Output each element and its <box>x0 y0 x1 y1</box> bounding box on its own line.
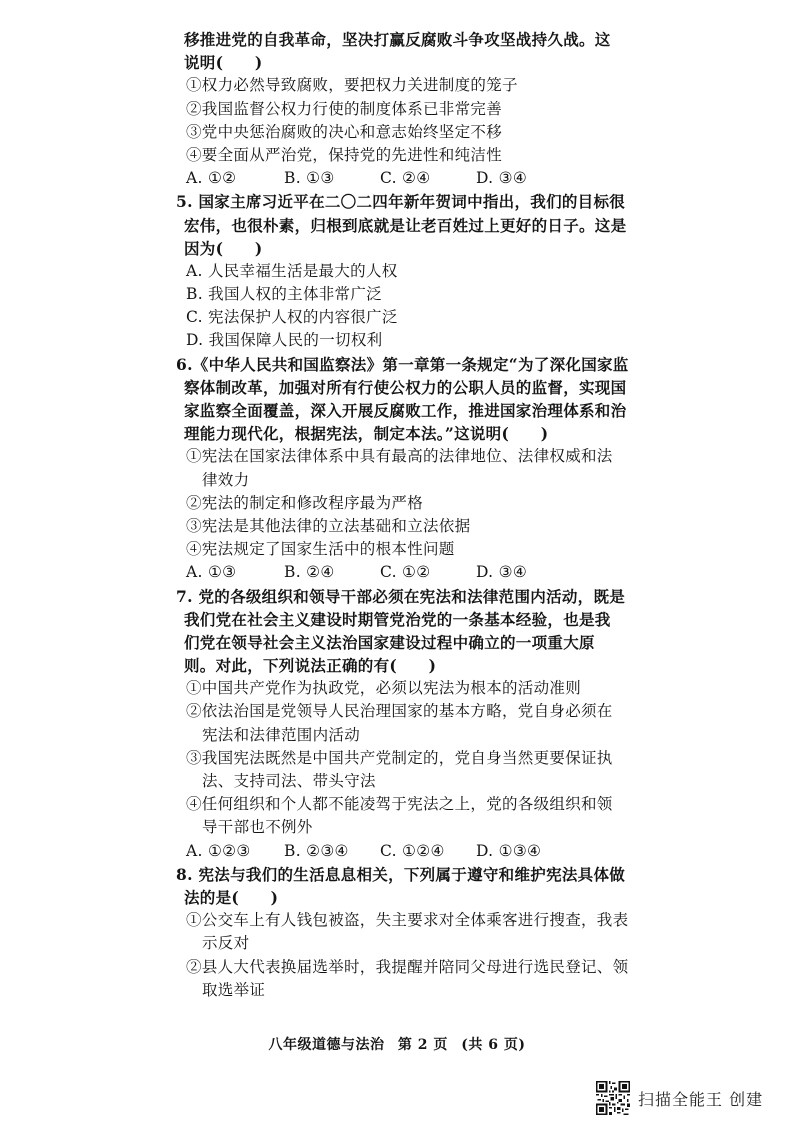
statement: ③我国宪法既然是中国共产党制定的，党自身当然更要保证执 <box>186 748 613 767</box>
footer-total-pages: (共 6 页) <box>461 1037 526 1053</box>
page-footer <box>0 1034 794 1054</box>
option-a: A. ①②③ <box>186 841 251 860</box>
question-text-line: 移推进党的自我革命，坚决打赢反腐败斗争攻坚战持久战。这 <box>184 30 611 49</box>
question-text-line: 察体制改革，加强对所有行使公权力的公职人员的监督，实现国 <box>184 377 627 397</box>
statement: 示反对 <box>202 934 250 953</box>
qr-code-icon <box>596 1081 630 1115</box>
option-c: C. ①②④ <box>380 841 445 860</box>
statement: ①公交车上有人钱包被盗，失主要求对全体乘客进行搜查，我表 <box>186 911 629 930</box>
watermark-text: 扫描全能王 创建 <box>638 1089 764 1109</box>
option-d: D. 我国保障人民的一切权利 <box>186 331 383 350</box>
option-d: D. ③④ <box>476 563 528 582</box>
statement: 导干部也不例外 <box>202 818 313 837</box>
question-text-line: 们党在领导社会主义法治国家建设过程中确立的一项重大原 <box>184 632 595 652</box>
option-a: A. ①③ <box>186 563 237 582</box>
statement: ③党中央惩治腐败的决心和意志始终坚定不移 <box>186 122 503 141</box>
option-b: B. ②④ <box>284 563 335 582</box>
question-text-line: 7. 党的各级组织和领导干部必须在宪法和法律范围内活动，既是 <box>176 586 626 606</box>
option-b: B. ②③④ <box>284 841 349 860</box>
question-text-line: 家监察全面覆盖，深入开展反腐败工作，推进国家治理体系和治 <box>184 401 627 420</box>
statement: ④宪法规定了国家生活中的根本性问题 <box>186 540 455 559</box>
option-b: B. ①③ <box>284 169 335 188</box>
option-d: D. ①③④ <box>476 841 542 860</box>
question-text-line: 理能力现代化，根据宪法，制定本法。”这说明( ) <box>184 424 549 444</box>
answer-options <box>184 167 634 190</box>
option-b: B. 我国人权的主体非常广泛 <box>186 285 382 304</box>
option-a: A. 人民幸福生活是最大的人权 <box>186 261 398 280</box>
option-c: C. ①② <box>380 563 431 582</box>
question-text-line: 则。对此，下列说法正确的有( ) <box>184 656 437 676</box>
scanner-watermark <box>596 1080 763 1116</box>
statement: 取选举证 <box>202 980 266 999</box>
question-text-line: 5. 国家主席习近平在二〇二四年新年贺词中指出，我们的目标很 <box>176 192 626 212</box>
option-c: C. 宪法保护人权的内容很广泛 <box>186 308 398 327</box>
statement: ②宪法的制定和修改程序最为严格 <box>186 493 424 512</box>
statement: 律效力 <box>202 470 250 489</box>
question-5 <box>176 190 634 352</box>
question-text-line: 说明( ) <box>184 53 263 73</box>
statement: ①中国共产党作为执政党，必须以宪法为根本的活动准则 <box>186 679 582 698</box>
statement: 宪法和法律范围内活动 <box>202 725 361 744</box>
option-a: A. ①② <box>186 169 237 188</box>
statement: ③宪法是其他法律的立法基础和立法依据 <box>186 516 471 535</box>
question-text-line: 6.《中华人民共和国监察法》第一章第一条规定“为了深化国家监 <box>176 354 629 374</box>
question-text-line: 我们党在社会主义建设时期管党治党的一条基本经验，也是我 <box>184 609 611 629</box>
question-6 <box>176 353 634 585</box>
answer-options <box>176 561 634 584</box>
statement: ①宪法在国家法律体系中具有最高的法律地位、法律权威和法 <box>186 447 613 466</box>
option-d: D. ③④ <box>476 169 528 188</box>
question-7 <box>176 585 634 863</box>
answer-options <box>176 840 634 863</box>
exam-content <box>176 28 634 1002</box>
option-c: C. ②④ <box>380 169 431 188</box>
question-text-line: 因为( ) <box>184 238 263 258</box>
statement: ④任何组织和个人都不能凌驾于宪法之上，党的各级组织和领 <box>186 795 613 814</box>
footer-subject: 八年级道德与法治 <box>268 1037 385 1053</box>
question-4-tail <box>184 28 634 190</box>
statement: ②依法治国是党领导人民治理国家的基本方略，党自身必须在 <box>186 702 613 721</box>
question-text-line: 法的是( ) <box>184 887 279 907</box>
statement: 法、支持司法、带头守法 <box>202 772 376 790</box>
question-text-line: 宏伟，也很朴素，归根到底就是让老百姓过上更好的日子。这是 <box>184 215 627 235</box>
statement: ①权力必然导致腐败，要把权力关进制度的笼子 <box>186 76 518 95</box>
footer-page-number: 第 2 页 <box>397 1037 448 1053</box>
statement: ④要全面从严治党，保持党的先进性和纯洁性 <box>186 145 503 164</box>
question-8 <box>176 863 634 1002</box>
statement: ②县人大代表换届选举时，我提醒并陪同父母进行选民登记、领 <box>186 957 629 976</box>
question-text-line: 8. 宪法与我们的生活息息相关，下列属于遵守和维护宪法具体做 <box>176 864 626 884</box>
statement: ②我国监督公权力行使的制度体系已非常完善 <box>186 99 503 118</box>
